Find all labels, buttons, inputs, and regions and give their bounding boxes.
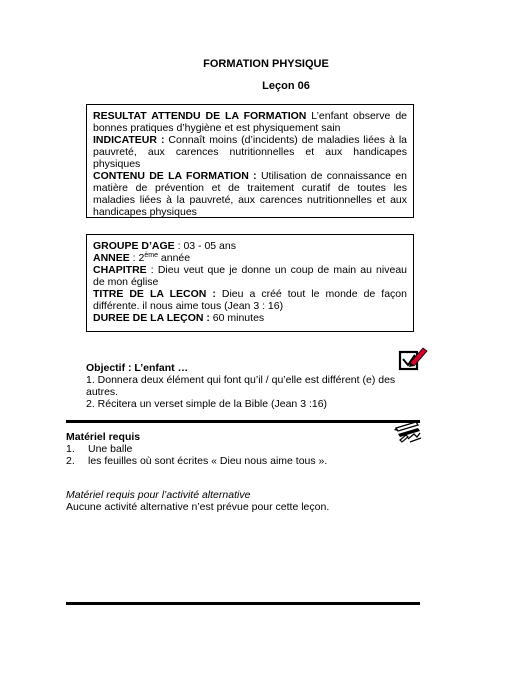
annee-text-post: année: [157, 252, 191, 264]
resultat-paragraph: [93, 110, 407, 134]
chapitre-paragraph: [93, 264, 407, 288]
contenu-text: Utilisation de connaissance en matière de prévention et de traitement curatif de toutes les maladies liées à la pauvreté, aux carences nutritionnelles et aux handicapes physiques: [93, 170, 407, 218]
materiel-heading: Matériel requis: [66, 431, 141, 443]
materiel-list: [66, 443, 406, 467]
chapitre-label: CHAPITRE: [93, 264, 147, 276]
groupe-paragraph: [93, 240, 407, 252]
contenu-label: CONTENU DE LA FORMATION :: [93, 170, 257, 182]
resultat-label: RESULTAT ATTENDU DE LA FORMATION: [93, 110, 307, 122]
lesson-info-box: [86, 234, 414, 332]
groupe-label: GROUPE D’AGE: [93, 240, 175, 252]
document-title: FORMATION PHYSIQUE: [203, 58, 329, 70]
annee-text-pre: : 2: [129, 252, 145, 264]
objectif-heading: Objectif : L’enfant …: [86, 362, 189, 374]
bottom-divider-line: [66, 602, 420, 605]
titre-text: Dieu a créé tout le monde de façon différente. il nous aime tous (Jean 3 : 16): [93, 288, 407, 312]
resultat-text: L’enfant observe de bonnes pratiques d’hygiène et est physiquement sain: [93, 110, 407, 134]
objectif-section: [86, 362, 406, 410]
chapitre-text: : Dieu veut que je donne un coup de main au niveau de mon église: [93, 264, 407, 288]
duree-label: DUREE DE LA LEÇON :: [93, 312, 210, 324]
list-item-text: Une balle: [88, 443, 133, 455]
indicateur-paragraph: [93, 134, 407, 170]
list-item-number: 2.: [66, 455, 75, 467]
alternative-text: Aucune activité alternative n’est prévue pour cette leçon.: [66, 501, 330, 513]
alternative-heading: Matériel requis pour l’activité alternative: [66, 489, 251, 501]
indicateur-label: INDICATEUR :: [93, 134, 165, 146]
alternative-section: [66, 489, 466, 513]
annee-paragraph: [93, 252, 407, 264]
annee-sup: ème: [144, 252, 158, 259]
titre-paragraph: [93, 288, 407, 312]
duree-paragraph: [93, 312, 407, 324]
contenu-paragraph: [93, 170, 407, 218]
objectif-item-1: 1. Donnera deux élément qui font qu’il / qu’elle est différent (e) des autres.: [86, 374, 396, 398]
materiel-section: [66, 431, 406, 467]
objectif-item-2: 2. Récitera un verset simple de la Bible (Jean 3 :16): [86, 398, 328, 410]
list-item: [66, 443, 406, 455]
divider-line: [66, 420, 420, 423]
list-item-text: les feuilles où sont écrites « Dieu nous aime tous ».: [88, 455, 328, 467]
groupe-text: : 03 - 05 ans: [174, 240, 236, 252]
formation-box: [86, 104, 414, 218]
lesson-number: Leçon 06: [262, 80, 310, 92]
list-item-number: 1.: [66, 443, 75, 455]
annee-label: ANNEE: [93, 252, 130, 264]
indicateur-text: Connaît moins (d’incidents) de maladies liées à la pauvreté, aux carences nutritionnelles et aux handicapes physiques: [93, 134, 407, 170]
duree-text: 60 minutes: [209, 312, 265, 324]
list-item: [66, 455, 406, 467]
titre-label: TITRE DE LA LECON :: [93, 288, 216, 300]
